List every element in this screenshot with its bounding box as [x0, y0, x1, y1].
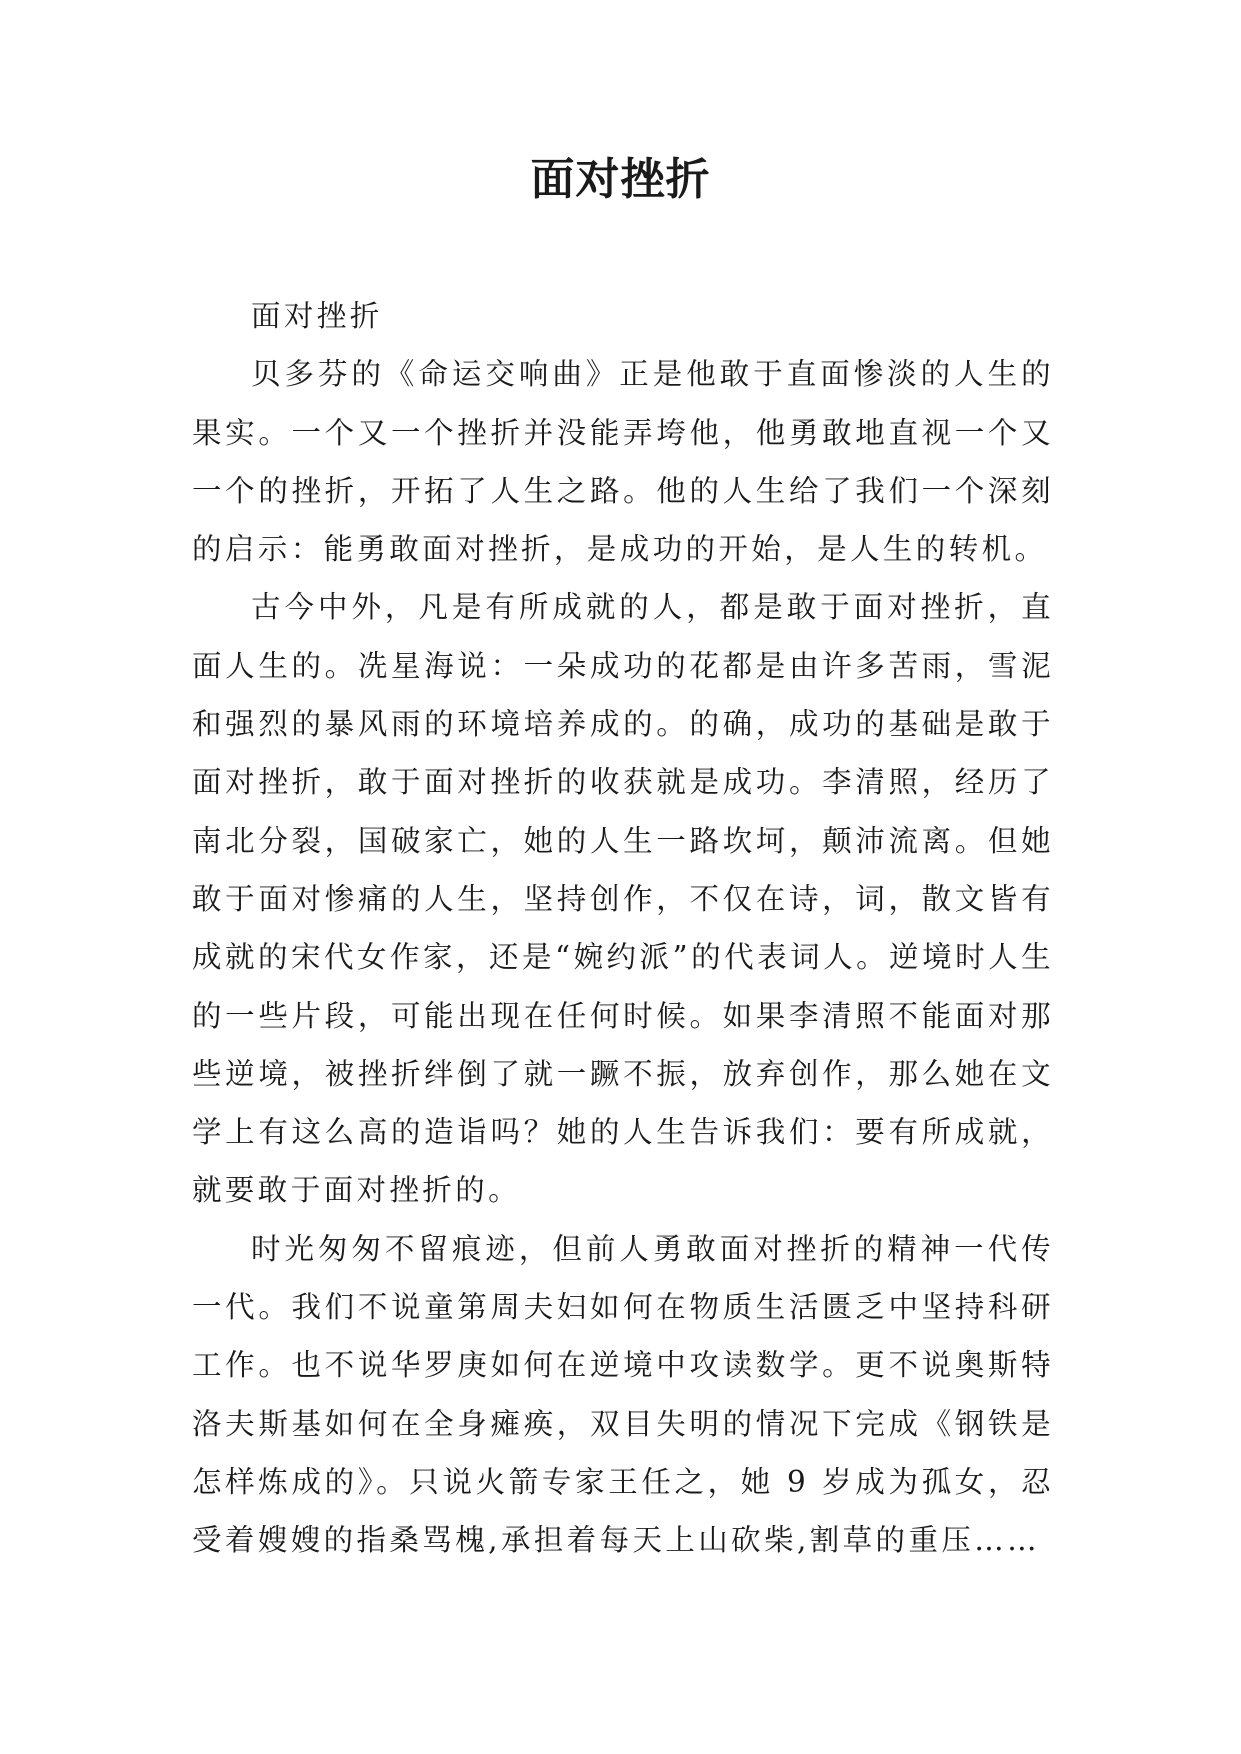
document-body — [192, 287, 1054, 1570]
paragraph-beethoven: 贝多芬的《命运交响曲》正是他敢于直面惨淡的人生的果实。一个又一个挫折并没能弄垮他，他勇敢地直视一个又一个的挫折，开拓了人生之路。他的人生给了我们一个深刻的启示：能勇敢面对挫折，是成功的开始，是人生的转机。 — [192, 357, 1054, 567]
paragraph-li-qingzhao: 古今中外，凡是有所成就的人，都是敢于面对挫折，直面人生的。冼星海说：一朵成功的花都是由许多苦雨，雪泥和强烈的暴风雨的环境培养成的。的确，成功的基础是敢于面对挫折，敢于面对挫折的收获就是成功。李清照，经历了南北分裂，国破家亡，她的人生一路坎坷，颠沛流离。但她敢于面对惨痛的人生，坚持创作，不仅在诗，词，散文皆有成就的宋代女作家，还是“婉约派”的代表词人。逆境时人生的一些片段，可能出现在任何时候。如果李清照不能面对那些逆境，被挫折绊倒了就一蹶不振，放弃创作，那么她在文学上有这么高的造诣吗？她的人生告诉我们：要有所成就，就要敢于面对挫折的。 — [192, 590, 1054, 1208]
paragraph-subtitle: 面对挫折 — [251, 299, 383, 333]
paragraph-wang-renzhi: 时光匆匆不留痕迹，但前人勇敢面对挫折的精神一代传一代。我们不说童第周夫妇如何在物质生活匮乏中坚持科研工作。也不说华罗庚如何在逆境中攻读数学。更不说奥斯特洛夫斯基如何在全身瘫痪，双目失明的情况下完成《钢铁是怎样炼成的》。只说火箭专家王任之，她 9 岁成为孤女，忍受着嫂嫂的指桑骂槐,承担着每天上山砍柴,割草的重压…… — [192, 1231, 1054, 1558]
document-title: 面对挫折 — [530, 154, 711, 205]
